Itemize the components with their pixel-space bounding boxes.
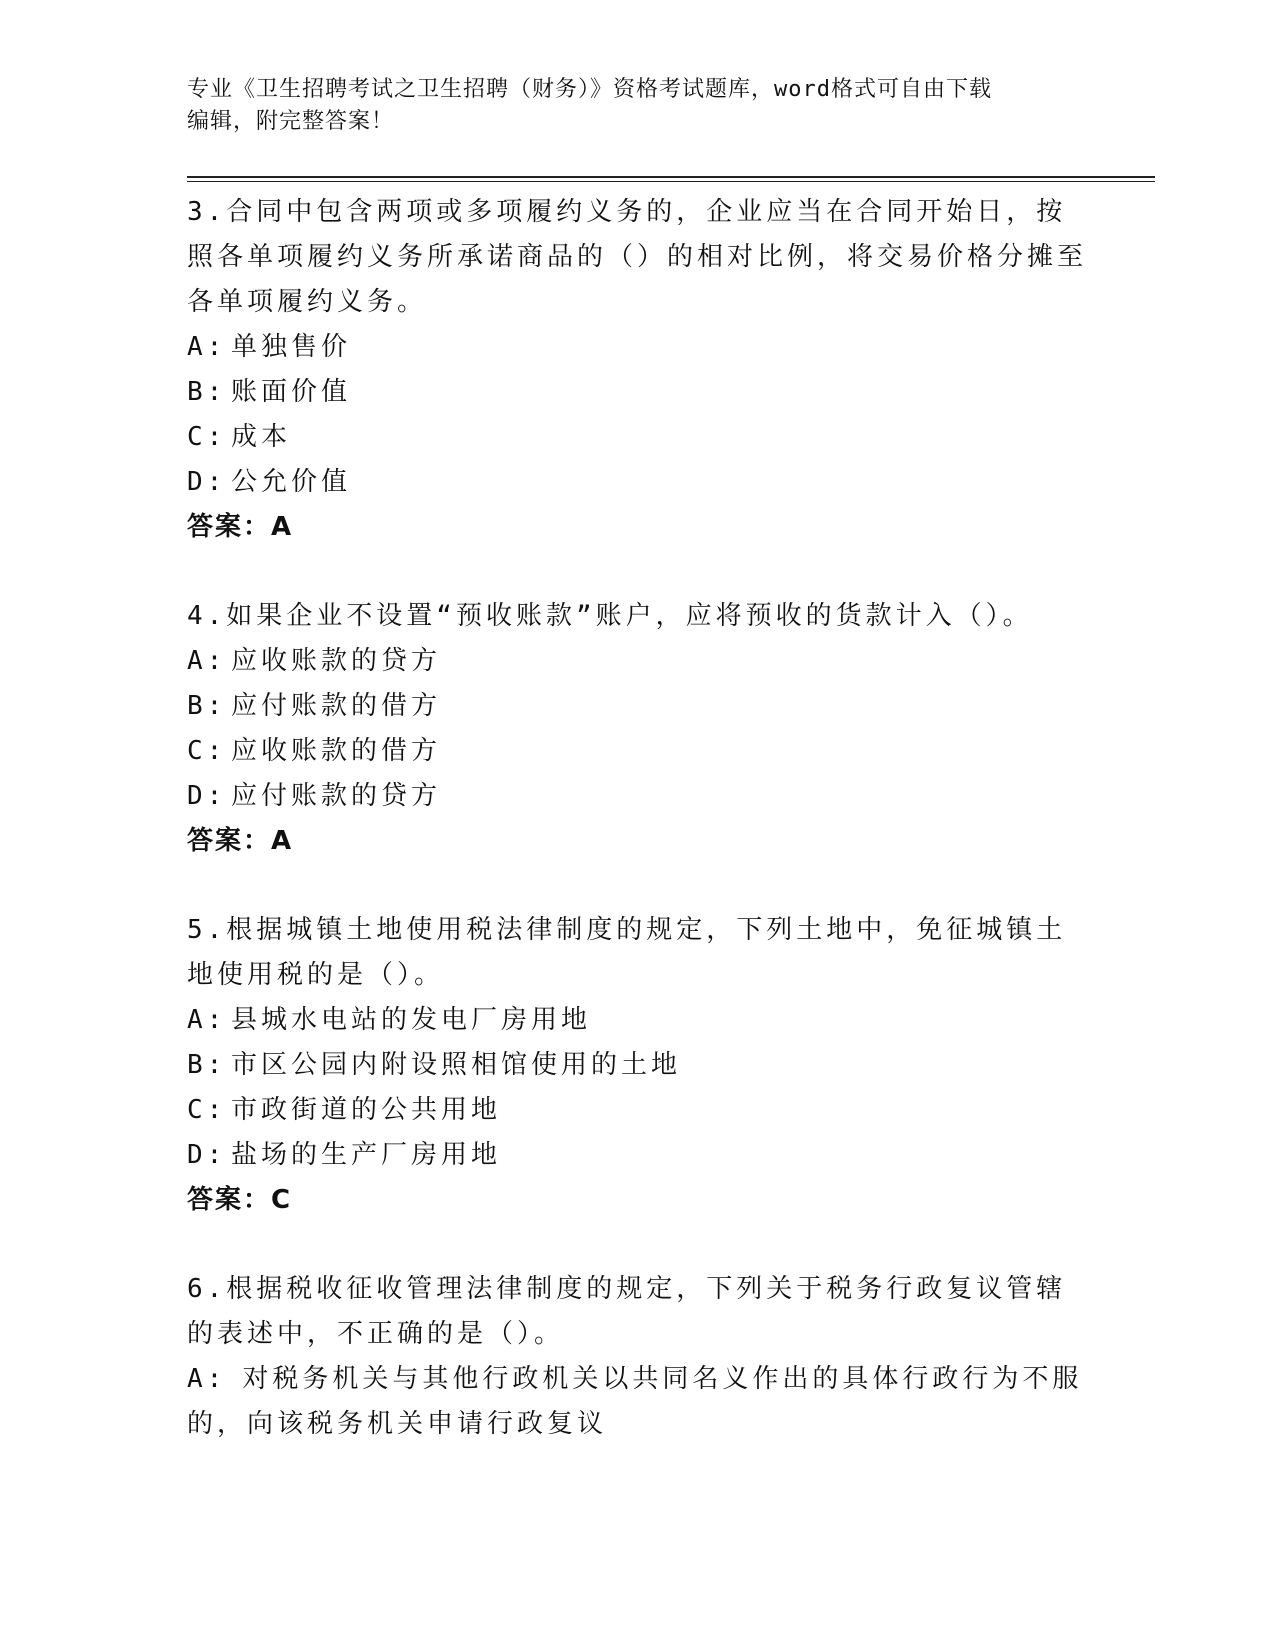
option-letter: C: [187,736,227,766]
answer-value: C [271,1185,293,1215]
answer-label: 答案： [187,1185,272,1215]
answer-line [187,505,1087,550]
option-text: 应付账款的贷方 [231,781,442,811]
document-header [187,74,1067,138]
option-a [187,325,1087,370]
option-letter: B: [187,691,227,721]
header-divider-thin [187,181,1155,182]
option-letter: A: [187,332,227,362]
option-b [187,370,1087,415]
option-c [187,415,1087,460]
question-list [187,190,1087,1491]
option-text: 账面价值 [231,377,352,407]
question-stem: 6.根据税收征收管理法律制度的规定，下列关于税务行政复议管辖的表述中，不正确的是（）。 [187,1274,1067,1349]
option-text: 公允价值 [231,467,352,497]
answer-line [187,819,1087,864]
question-5 [187,908,1087,1223]
question-stem: 3.合同中包含两项或多项履约义务的，企业应当在合同开始日，按照各单项履约义务所承诺商品的（）的相对比例，将交易价格分摊至各单项履约义务。 [187,197,1088,317]
option-letter: C: [187,422,227,452]
option-a [187,639,1087,684]
question-6 [187,1267,1087,1447]
header-line-2: 编辑，附完整答案！ [187,109,395,134]
header-divider-thick [187,176,1155,178]
option-d [187,774,1087,819]
option-c [187,729,1087,774]
option-d [187,1133,1087,1178]
option-letter: B: [187,377,227,407]
option-letter: A: [187,1364,227,1394]
option-a [187,998,1087,1043]
option-text: 市区公园内附设照相馆使用的土地 [231,1050,682,1080]
question-stem: 4.如果企业不设置“预收账款”账户，应将预收的货款计入（）。 [187,601,1033,631]
option-d [187,460,1087,505]
option-text: 盐场的生产厂房用地 [231,1140,502,1170]
option-c [187,1088,1087,1133]
option-letter: C: [187,1095,227,1125]
option-text: 应付账款的借方 [231,691,442,721]
option-b [187,684,1087,729]
option-text: 成本 [231,422,292,452]
option-b [187,1043,1087,1088]
answer-label: 答案： [187,826,272,856]
option-letter: D: [187,1140,227,1170]
option-text: 县城水电站的发电厂房用地 [231,1005,592,1035]
question-4 [187,594,1087,864]
option-letter: A: [187,646,227,676]
option-letter: A: [187,1005,227,1035]
header-line-1: 专业《卫生招聘考试之卫生招聘（财务）》资格考试题库，word格式可自由下载 [187,77,992,102]
option-a [187,1357,1087,1447]
option-letter: D: [187,781,227,811]
option-letter: D: [187,467,227,497]
question-stem: 5.根据城镇土地使用税法律制度的规定，下列土地中，免征城镇土地使用税的是（）。 [187,915,1067,990]
option-text: 应收账款的贷方 [231,646,442,676]
question-3 [187,190,1087,550]
option-text: 单独售价 [231,332,352,362]
option-text: 市政街道的公共用地 [231,1095,502,1125]
option-text: 对税务机关与其他行政机关以共同名义作出的具体行政行为不服的，向该税务机关申请行政复议 [187,1364,1083,1439]
option-text: 应收账款的借方 [231,736,442,766]
answer-value: A [271,826,294,856]
answer-label: 答案： [187,512,272,542]
answer-value: A [271,512,294,542]
option-letter: B: [187,1050,227,1080]
answer-line [187,1178,1087,1223]
